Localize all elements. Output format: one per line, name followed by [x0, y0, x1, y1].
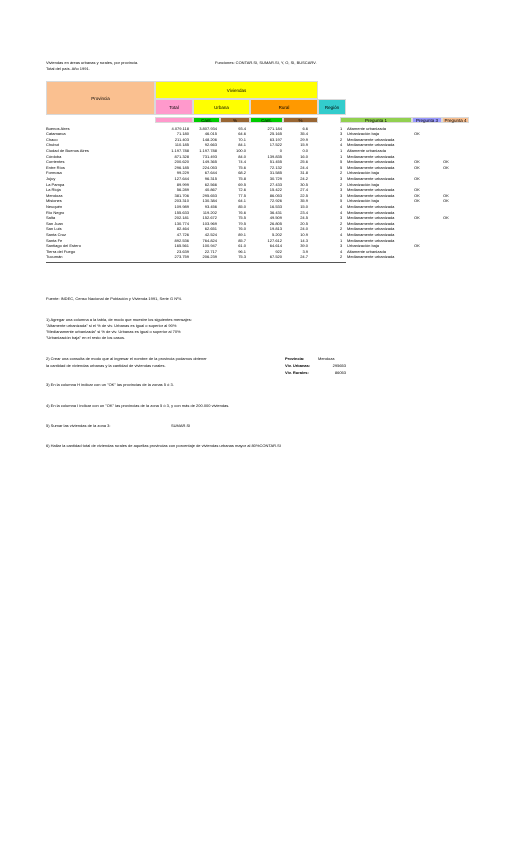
- cell-region[interactable]: 2: [340, 220, 343, 226]
- cell-provincia[interactable]: La Rioja: [46, 187, 61, 193]
- cell-rural-pct[interactable]: 39.0: [300, 243, 308, 249]
- cell-urbana-cant[interactable]: 92.663: [204, 142, 217, 148]
- cell-urbana-cant[interactable]: 93.456: [204, 203, 217, 209]
- cell-rural-pct[interactable]: 0.0: [302, 147, 308, 153]
- cell-provincia[interactable]: Corrientes: [46, 159, 65, 165]
- cell-total[interactable]: 110.185: [174, 142, 189, 148]
- cell-provincia[interactable]: Río Negro: [46, 209, 65, 215]
- cell-rural-pct[interactable]: 20.5: [300, 220, 308, 226]
- header-total[interactable]: Total: [155, 99, 193, 115]
- cell-rural-pct[interactable]: 22.5: [300, 192, 308, 198]
- cell-total[interactable]: 47.726: [176, 231, 189, 237]
- cell-urbana-cant[interactable]: 100.947: [202, 243, 217, 249]
- cell-pregunta-1[interactable]: Medianamente urbanizada: [347, 215, 395, 221]
- cell-urbana-cant[interactable]: 130.384: [202, 198, 217, 204]
- cell-pregunta-1[interactable]: Medianamente urbanizada: [347, 187, 395, 193]
- cell-rural-pct[interactable]: 14.3: [300, 237, 308, 243]
- cell-urbana-cant[interactable]: 103.969: [202, 220, 217, 226]
- cell-region[interactable]: 2: [340, 226, 343, 232]
- q2-rurales-value: 86053: [334, 370, 346, 375]
- cell-rural-pct[interactable]: 6.6: [302, 125, 308, 131]
- cell-total[interactable]: 203.310: [174, 198, 189, 204]
- cell-rural-cant[interactable]: 86.053: [269, 192, 282, 198]
- cell-urbana-cant[interactable]: 96.315: [204, 175, 217, 181]
- cell-rural-pct[interactable]: 24.7: [300, 254, 308, 260]
- cell-pregunta-1[interactable]: Medianamente urbanizada: [347, 159, 395, 165]
- cell-total[interactable]: 200.620: [174, 159, 189, 165]
- cell-pregunta-1[interactable]: Urbanización baja: [347, 131, 380, 137]
- title-line-1: Viviendas en áreas urbanas y rurales, por provincia.: [46, 60, 139, 65]
- cell-provincia[interactable]: Entre Ríos: [46, 164, 65, 170]
- header-pregunta-4[interactable]: Pregunta 4: [442, 117, 469, 123]
- cell-pregunta-1[interactable]: Altamente urbanizada: [347, 125, 386, 131]
- cell-pregunta-1[interactable]: Medianamente urbanizada: [347, 136, 395, 142]
- cell-provincia[interactable]: Buenos Aires: [46, 125, 70, 131]
- cell-total[interactable]: 1.197.788: [171, 147, 189, 153]
- q5-text: 5) Sumar las viviendas de la zona 3:: [46, 423, 111, 428]
- cell-rural-cant[interactable]: 72.132: [269, 164, 282, 170]
- cell-pregunta-1[interactable]: Medianamente urbanizada: [347, 203, 395, 209]
- cell-provincia[interactable]: Santa Cruz: [46, 231, 67, 237]
- q2-rurales-label: Viv. Rurales:: [285, 370, 309, 375]
- cell-pregunta-3[interactable]: OK: [414, 164, 420, 170]
- cell-rural-cant[interactable]: 36.431: [269, 209, 282, 215]
- cell-rural-cant[interactable]: 15.422: [269, 187, 282, 193]
- cell-rural-cant[interactable]: 49.509: [269, 215, 282, 221]
- cell-rural-cant[interactable]: 0: [279, 147, 282, 153]
- cell-region[interactable]: 3: [340, 175, 343, 181]
- cell-rural-cant[interactable]: 64.614: [269, 243, 282, 249]
- cell-urbana-pct[interactable]: 75.8: [238, 175, 246, 181]
- subheader-rural-pct[interactable]: %: [283, 117, 318, 123]
- cell-total[interactable]: 23.639: [176, 248, 189, 254]
- cell-rural-cant[interactable]: 30.729: [269, 175, 282, 181]
- cell-provincia[interactable]: Formosa: [46, 170, 62, 176]
- cell-urbana-pct[interactable]: 75.3: [238, 254, 246, 260]
- cell-pregunta-1[interactable]: Urbanización baja: [347, 170, 380, 176]
- cell-rural-pct[interactable]: 25.6: [300, 159, 308, 165]
- cell-provincia[interactable]: Santiago del Estero: [46, 243, 81, 249]
- cell-region[interactable]: 2: [340, 136, 343, 142]
- q2-line-1: 2) Crear una consulta de modo que al ingresar el nombre de la provincia podamos obtener: [46, 356, 207, 361]
- q4-text: 4) En la columna I indicar con un "OK" las provincias de la zona 5 ó 3, y con más de 200.000 viviendas.: [46, 403, 230, 408]
- cell-urbana-pct[interactable]: 61.0: [238, 243, 246, 249]
- cell-rural-cant[interactable]: 19.813: [269, 226, 282, 232]
- cell-urbana-cant[interactable]: 3.807.934: [199, 125, 217, 131]
- functions-note: Funciones: CONTAR.SI, SUMAR.SI, Y, O, SI, BUSCARV.: [215, 60, 317, 65]
- cell-region[interactable]: 1: [340, 147, 343, 153]
- cell-urbana-pct[interactable]: 93.4: [238, 125, 246, 131]
- cell-region[interactable]: 4: [340, 209, 343, 215]
- cell-total[interactable]: 381.706: [174, 192, 189, 198]
- cell-region[interactable]: 1: [340, 153, 343, 159]
- q2-provincia-input[interactable]: Mendoza: [318, 356, 335, 361]
- cell-provincia[interactable]: Neuquén: [46, 203, 63, 209]
- cell-urbana-cant[interactable]: 295.653: [202, 192, 217, 198]
- cell-pregunta-1[interactable]: Medianamente urbanizada: [347, 209, 395, 215]
- cell-pregunta-1[interactable]: Medianamente urbanizada: [347, 226, 395, 232]
- cell-region[interactable]: 4: [340, 142, 343, 148]
- cell-rural-pct[interactable]: 16.0: [300, 153, 308, 159]
- cell-pregunta-4[interactable]: OK: [443, 164, 449, 170]
- cell-region[interactable]: 3: [340, 131, 343, 137]
- title-line-2: Total del país. Año 1991.: [46, 66, 90, 71]
- cell-urbana-pct[interactable]: 68.2: [238, 170, 246, 176]
- cell-pregunta-1[interactable]: Medianamente urbanizada: [347, 175, 395, 181]
- cell-urbana-pct[interactable]: 72.6: [238, 187, 246, 193]
- cell-total[interactable]: 56.289: [176, 187, 189, 193]
- cell-rural-pct[interactable]: 27.4: [300, 187, 308, 193]
- subheader-urbana-cant[interactable]: Cant.: [193, 117, 220, 123]
- cell-provincia[interactable]: Chaco: [46, 136, 58, 142]
- cell-region[interactable]: 3: [340, 215, 343, 221]
- cell-urbana-pct[interactable]: 85.0: [238, 203, 246, 209]
- cell-provincia[interactable]: Ciudad de Buenos Aires: [46, 147, 89, 153]
- cell-pregunta-3[interactable]: OK: [414, 192, 420, 198]
- cell-rural-cant[interactable]: 67.520: [269, 254, 282, 260]
- cell-rural-pct[interactable]: 29.9: [300, 136, 308, 142]
- cell-pregunta-1[interactable]: Urbanización baja: [347, 243, 380, 249]
- table-row: [46, 254, 476, 260]
- header-urbana[interactable]: Urbana: [193, 99, 250, 115]
- cell-urbana-cant[interactable]: 148.206: [202, 136, 217, 142]
- cell-rural-cant[interactable]: 25.165: [269, 131, 282, 137]
- cell-rural-pct[interactable]: 35.9: [300, 198, 308, 204]
- cell-rural-cant[interactable]: 63.197: [269, 136, 282, 142]
- cell-rural-cant[interactable]: 17.522: [269, 142, 282, 148]
- cell-pregunta-1[interactable]: Urbanización baja: [347, 198, 380, 204]
- cell-provincia[interactable]: Misiones: [46, 198, 62, 204]
- cell-urbana-cant[interactable]: 152.672: [202, 215, 217, 221]
- cell-total[interactable]: 4.079.118: [171, 125, 189, 131]
- cell-urbana-pct[interactable]: 84.1: [238, 142, 246, 148]
- cell-rural-pct[interactable]: 3.9: [302, 248, 308, 254]
- cell-region[interactable]: 3: [340, 192, 343, 198]
- cell-pregunta-4[interactable]: OK: [443, 215, 449, 221]
- cell-pregunta-1[interactable]: Altamente urbanizada: [347, 147, 386, 153]
- cell-urbana-cant[interactable]: 62.566: [204, 181, 217, 187]
- cell-urbana-pct[interactable]: 76.0: [238, 226, 246, 232]
- cell-total[interactable]: 155.633: [174, 209, 189, 215]
- cell-total[interactable]: 130.774: [174, 220, 189, 226]
- cell-urbana-cant[interactable]: 22.717: [204, 248, 217, 254]
- cell-rural-pct[interactable]: 24.2: [300, 175, 308, 181]
- q1-line-4: "Urbanización baja" en el resto de los casos.: [46, 335, 126, 340]
- cell-rural-cant[interactable]: 139.835: [267, 153, 282, 159]
- subheader-urbana-pct[interactable]: %: [220, 117, 250, 123]
- q1-line-1: 1) Agregar una columna a la tabla, de modo que muestre los siguientes mensajes:: [46, 317, 192, 322]
- cell-total[interactable]: 82.464: [176, 226, 189, 232]
- cell-total[interactable]: 89.999: [176, 181, 189, 187]
- header-viviendas[interactable]: Viviendas: [155, 81, 318, 99]
- cell-region[interactable]: 3: [340, 243, 343, 249]
- cell-total[interactable]: 892.536: [174, 237, 189, 243]
- cell-urbana-cant[interactable]: 40.867: [204, 187, 217, 193]
- cell-provincia[interactable]: Tucumán: [46, 254, 63, 260]
- cell-pregunta-3[interactable]: OK: [414, 131, 420, 137]
- q3-text: 3) En la columna H indicar con un "OK" las provincias de la zonas 5 ó 3.: [46, 382, 174, 387]
- cell-provincia[interactable]: Santa Fe: [46, 237, 63, 243]
- cell-provincia[interactable]: Tierra del Fuego: [46, 248, 76, 254]
- cell-pregunta-3[interactable]: OK: [414, 215, 420, 221]
- cell-pregunta-3[interactable]: OK: [414, 198, 420, 204]
- cell-total[interactable]: 71.180: [176, 131, 189, 137]
- cell-urbana-pct[interactable]: 76.6: [238, 209, 246, 215]
- header-pregunta-1[interactable]: Pregunta 1: [340, 117, 412, 123]
- cell-rural-cant[interactable]: 271.184: [267, 125, 282, 131]
- cell-urbana-pct[interactable]: 64.1: [238, 198, 246, 204]
- cell-total[interactable]: 165.561: [174, 243, 189, 249]
- cell-urbana-pct[interactable]: 75.5: [238, 215, 246, 221]
- cell-urbana-cant[interactable]: 67.644: [204, 170, 217, 176]
- q2-urbanas-value: 295653: [332, 363, 346, 368]
- q2-provincia-label: Provincia:: [285, 356, 305, 361]
- q2-line-2: la cantidad de viviendas urbanas y la cantidad de viviendas rurales.: [46, 363, 166, 368]
- cell-provincia[interactable]: La Pampa: [46, 181, 65, 187]
- cell-urbana-cant[interactable]: 149.365: [202, 159, 217, 165]
- cell-provincia[interactable]: San Juan: [46, 220, 63, 226]
- cell-pregunta-1[interactable]: Medianamente urbanizada: [347, 142, 395, 148]
- source-note: Fuente: INDEC, Censo Nacional de Población y Vivienda 1991, Serie G Nº4.: [46, 296, 182, 301]
- cell-provincia[interactable]: Córdoba: [46, 153, 62, 159]
- cell-rural-cant[interactable]: 72.926: [269, 198, 282, 204]
- cell-pregunta-4[interactable]: OK: [443, 192, 449, 198]
- cell-region[interactable]: 2: [340, 181, 343, 187]
- cell-urbana-cant[interactable]: 46.015: [204, 131, 217, 137]
- cell-pregunta-1[interactable]: Urbanización baja: [347, 181, 380, 187]
- q2-urbanas-label: Viv. Urbanas:: [285, 363, 311, 368]
- cell-rural-pct[interactable]: 30.5: [300, 181, 308, 187]
- cell-urbana-cant[interactable]: 62.651: [204, 226, 217, 232]
- cell-rural-pct[interactable]: 10.9: [300, 231, 308, 237]
- cell-rural-pct[interactable]: 23.4: [300, 209, 308, 215]
- cell-rural-pct[interactable]: 24.5: [300, 215, 308, 221]
- subheader-total-blank[interactable]: [155, 117, 193, 123]
- cell-pregunta-1[interactable]: Medianamente urbanizada: [347, 254, 395, 260]
- q5-value[interactable]: SUMAR.SI: [171, 423, 191, 428]
- cell-pregunta-1[interactable]: Medianamente urbanizada: [347, 153, 395, 159]
- cell-region[interactable]: 5: [340, 159, 343, 165]
- cell-provincia[interactable]: Mendoza: [46, 192, 63, 198]
- cell-region[interactable]: 5: [340, 198, 343, 204]
- cell-pregunta-3[interactable]: OK: [414, 175, 420, 181]
- cell-urbana-cant[interactable]: 224.053: [202, 164, 217, 170]
- header-pregunta-3[interactable]: Pregunta 3: [412, 117, 442, 123]
- cell-urbana-pct[interactable]: 77.5: [238, 192, 246, 198]
- cell-pregunta-1[interactable]: Medianamente urbanizada: [347, 192, 395, 198]
- cell-rural-cant[interactable]: 51.455: [269, 159, 282, 165]
- cell-provincia[interactable]: Chubut: [46, 142, 59, 148]
- cell-rural-pct[interactable]: 31.8: [300, 170, 308, 176]
- cell-provincia[interactable]: Jujuy: [46, 175, 56, 181]
- cell-pregunta-1[interactable]: Medianamente urbanizada: [347, 164, 395, 170]
- cell-region[interactable]: 2: [340, 254, 343, 260]
- cell-urbana-pct[interactable]: 64.6: [238, 131, 246, 137]
- cell-pregunta-4[interactable]: OK: [443, 198, 449, 204]
- cell-urbana-pct[interactable]: 84.0: [238, 153, 246, 159]
- cell-total[interactable]: 211.403: [174, 136, 189, 142]
- cell-rural-pct[interactable]: 15.0: [300, 203, 308, 209]
- cell-rural-cant[interactable]: 127.612: [267, 237, 282, 243]
- cell-region[interactable]: 4: [340, 248, 343, 254]
- subheader-rural-cant[interactable]: Cant.: [250, 117, 283, 123]
- q1-line-2: "Altamente urbanizada" si el % de viv. Urbanas es igual o superior al 90%: [46, 323, 177, 328]
- cell-total[interactable]: 273.759: [174, 254, 189, 260]
- cell-pregunta-3[interactable]: OK: [414, 187, 420, 193]
- cell-rural-cant[interactable]: 31.585: [269, 170, 282, 176]
- cell-pregunta-1[interactable]: Altamente urbanizada: [347, 248, 386, 254]
- cell-provincia[interactable]: Salta: [46, 215, 56, 221]
- cell-region[interactable]: 2: [340, 170, 343, 176]
- cell-pregunta-1[interactable]: Medianamente urbanizada: [347, 220, 395, 226]
- cell-total[interactable]: 109.989: [174, 203, 189, 209]
- cell-urbana-pct[interactable]: 79.5: [238, 220, 246, 226]
- cell-rural-cant[interactable]: 27.433: [269, 181, 282, 187]
- cell-urbana-pct[interactable]: 69.5: [238, 181, 246, 187]
- cell-region[interactable]: 3: [340, 187, 343, 193]
- cell-urbana-pct[interactable]: 74.4: [238, 159, 246, 165]
- header-rural[interactable]: Rural: [250, 99, 318, 115]
- cell-region[interactable]: 5: [340, 164, 343, 170]
- cell-urbana-pct[interactable]: 89.1: [238, 231, 246, 237]
- cell-region[interactable]: 4: [340, 203, 343, 209]
- cell-rural-cant[interactable]: 5.202: [271, 231, 282, 237]
- cell-urbana-cant[interactable]: 1.197.788: [199, 147, 217, 153]
- cell-pregunta-3[interactable]: OK: [414, 243, 420, 249]
- cell-pregunta-1[interactable]: Medianamente urbanizada: [347, 237, 395, 243]
- cell-total[interactable]: 202.181: [174, 215, 189, 221]
- cell-rural-cant[interactable]: 16.533: [269, 203, 282, 209]
- cell-pregunta-3[interactable]: OK: [414, 159, 420, 165]
- q6-text: 6) Hallar la cantidad total de viviendas rurales de aquellas provincias con porcentaje de viviendas urbanas mayor al 80%CONTAR.SI: [46, 443, 281, 448]
- cell-urbana-pct[interactable]: 85.7: [238, 237, 246, 243]
- cell-rural-pct[interactable]: 35.4: [300, 131, 308, 137]
- cell-provincia[interactable]: San Luis: [46, 226, 62, 232]
- cell-rural-pct[interactable]: 24.4: [300, 164, 308, 170]
- table-bottom-rule: [46, 262, 346, 263]
- cell-urbana-cant[interactable]: 206.239: [202, 254, 217, 260]
- cell-region[interactable]: 1: [340, 125, 343, 131]
- cell-total[interactable]: 871.328: [174, 153, 189, 159]
- cell-provincia[interactable]: Catamarca: [46, 131, 66, 137]
- cell-urbana-pct[interactable]: 70.1: [238, 136, 246, 142]
- cell-urbana-pct[interactable]: 75.6: [238, 164, 246, 170]
- q1-line-3: "Medianamente urbanizada" si % de viv. Urbanas es igual o superior al 70%: [46, 329, 181, 334]
- cell-urbana-pct[interactable]: 96.1: [238, 248, 246, 254]
- cell-total[interactable]: 296.185: [174, 164, 189, 170]
- cell-rural-cant[interactable]: 922: [275, 248, 282, 254]
- cell-total[interactable]: 127.644: [174, 175, 189, 181]
- cell-pregunta-4[interactable]: OK: [443, 159, 449, 165]
- cell-urbana-cant[interactable]: 119.202: [202, 209, 217, 215]
- cell-total[interactable]: 99.229: [176, 170, 189, 176]
- cell-urbana-cant[interactable]: 764.824: [202, 237, 217, 243]
- cell-urbana-cant[interactable]: 731.493: [202, 153, 217, 159]
- cell-pregunta-1[interactable]: Medianamente urbanizada: [347, 231, 395, 237]
- cell-region[interactable]: 1: [340, 237, 343, 243]
- cell-rural-pct[interactable]: 15.9: [300, 142, 308, 148]
- cell-rural-cant[interactable]: 26.805: [269, 220, 282, 226]
- cell-urbana-cant[interactable]: 42.524: [204, 231, 217, 237]
- header-provincia[interactable]: Provincia: [46, 81, 155, 115]
- header-region[interactable]: Región: [318, 99, 346, 115]
- cell-urbana-pct[interactable]: 100.0: [235, 147, 246, 153]
- cell-region[interactable]: 4: [340, 231, 343, 237]
- cell-rural-pct[interactable]: 24.0: [300, 226, 308, 232]
